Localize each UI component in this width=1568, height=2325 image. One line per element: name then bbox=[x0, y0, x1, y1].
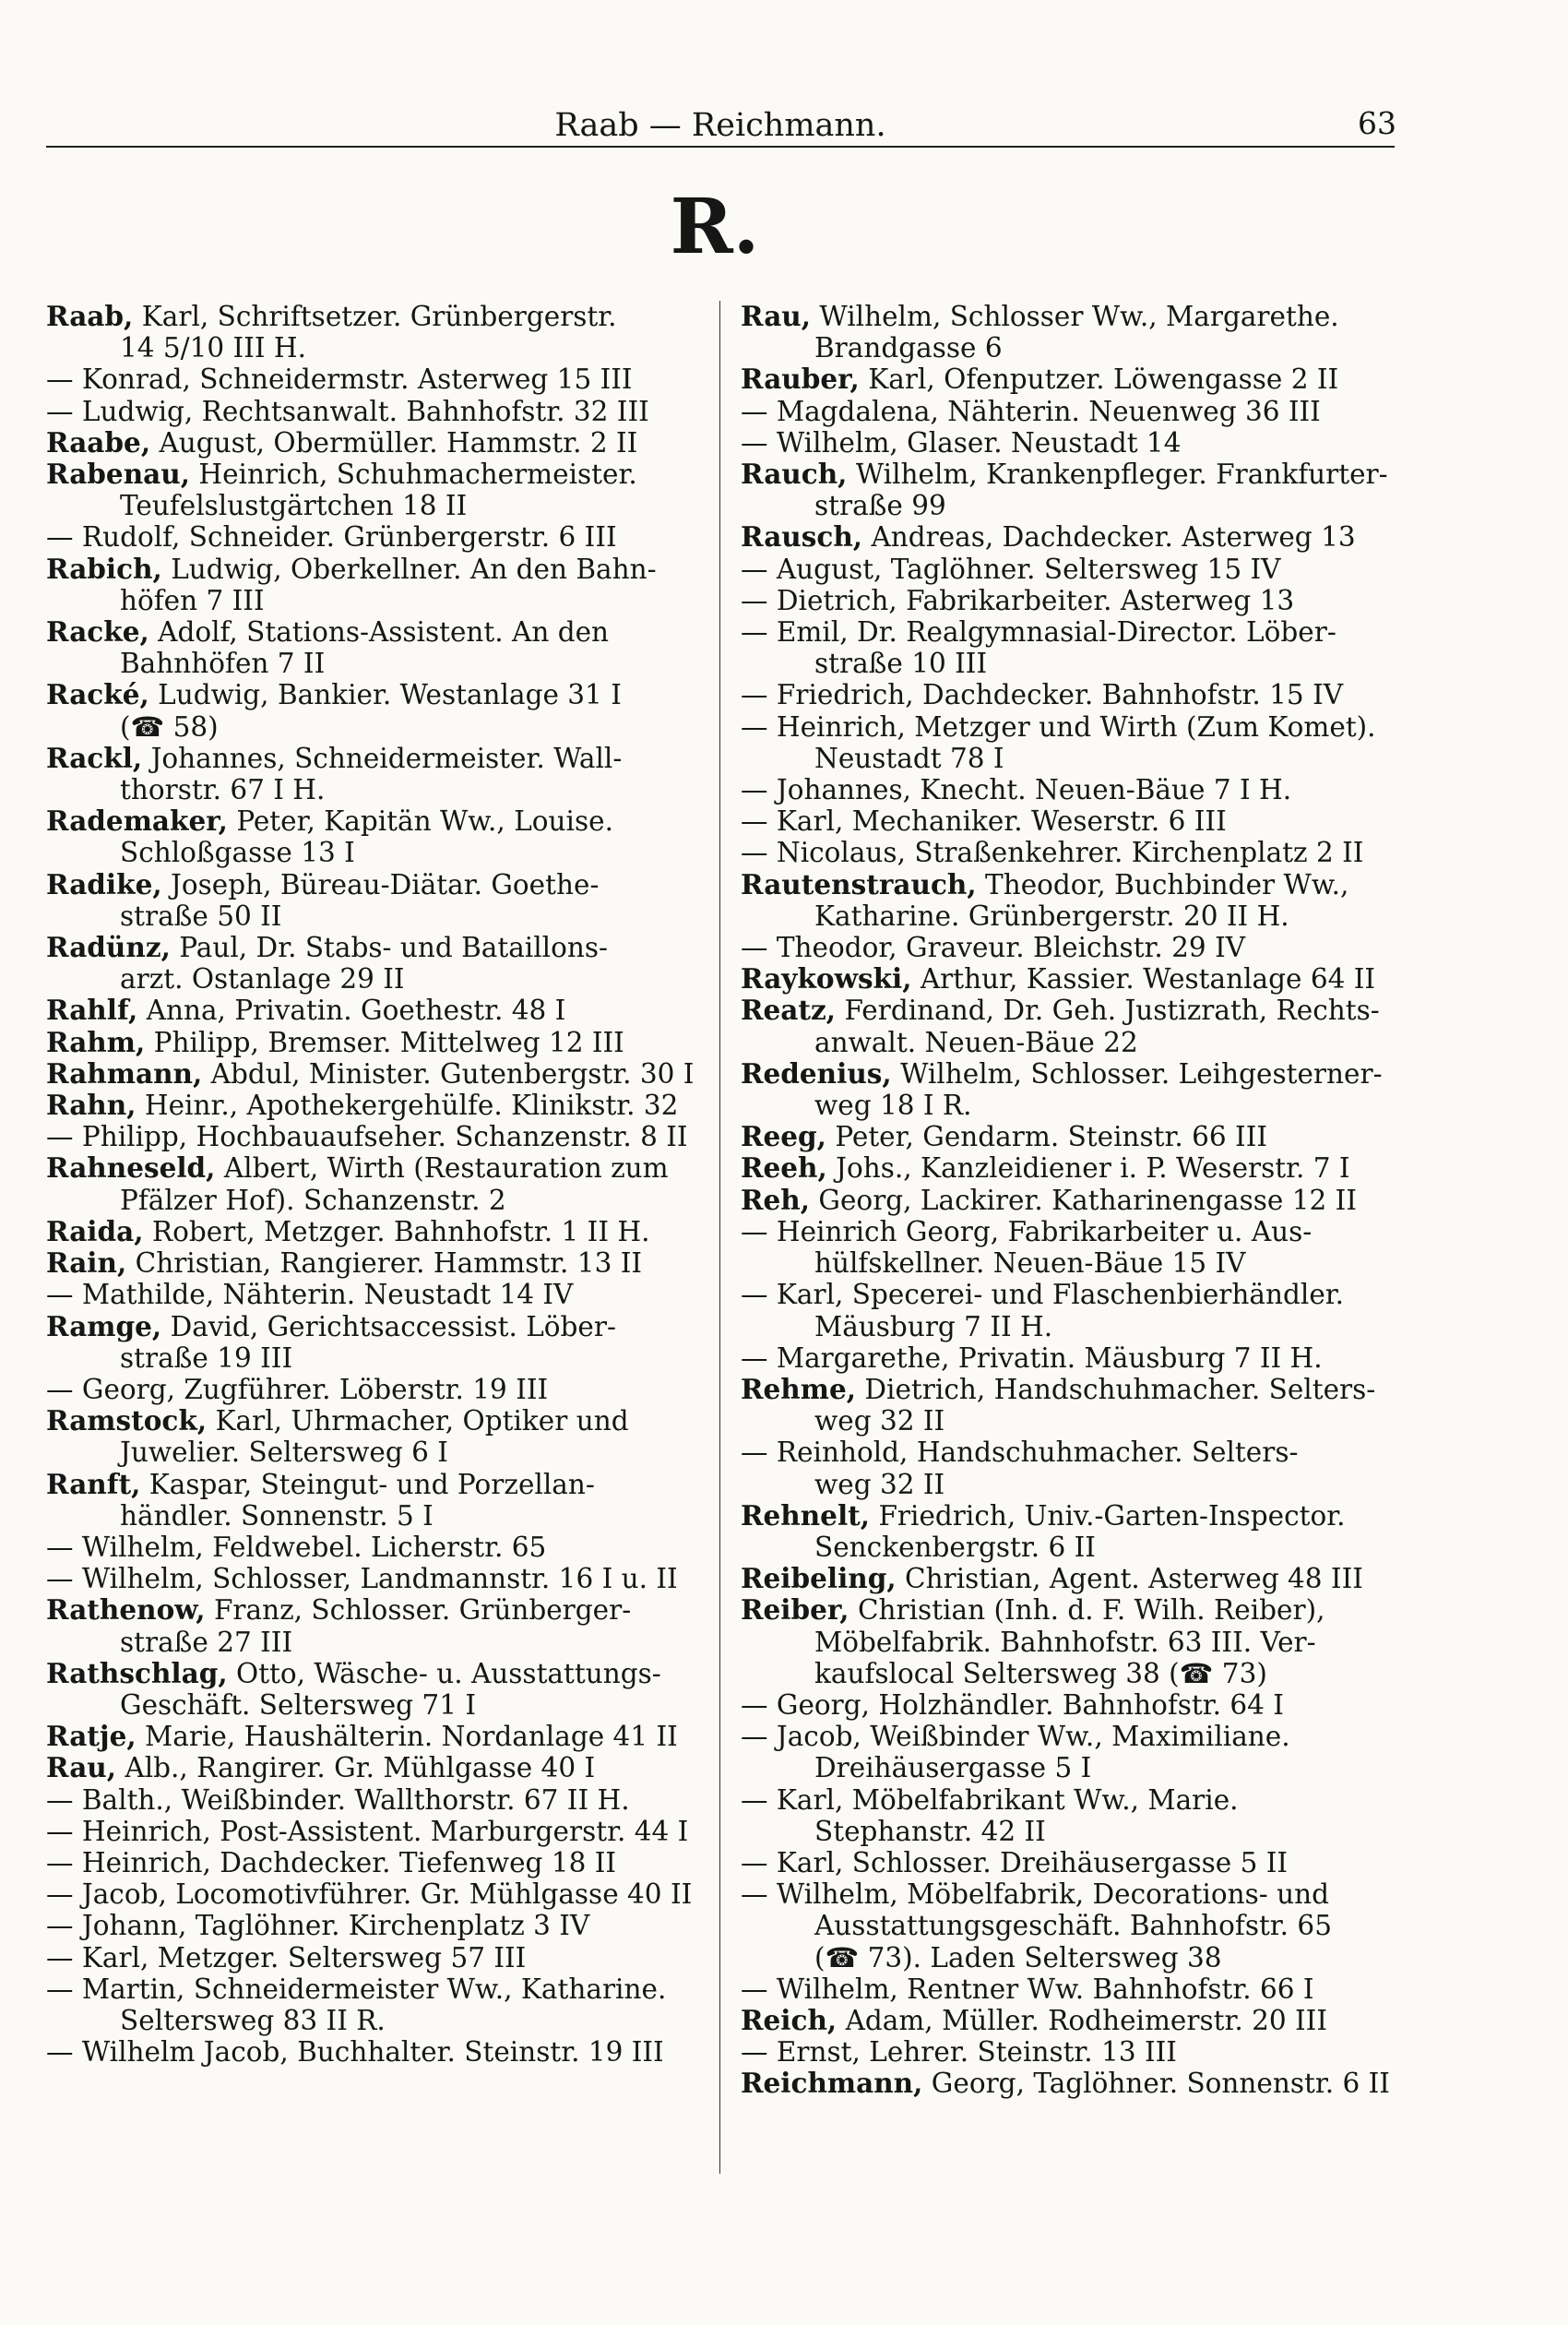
entry-text: — August, Taglöhner. Seltersweg 15 IV bbox=[741, 553, 1281, 585]
entry-text: Ferdinand, Dr. Geh. Justizrath, Rechts- bbox=[844, 995, 1380, 1027]
entry-text: — Balth., Weißbinder. Wallthorstr. 67 II H. bbox=[46, 1783, 630, 1816]
entry-text: Abdul, Minister. Gutenbergstr. 30 I bbox=[210, 1057, 695, 1090]
entry-continuation: Stephanstr. 42 II bbox=[814, 1815, 1046, 1847]
entry-continuation: höfen 7 III bbox=[120, 584, 265, 616]
directory-entry bbox=[46, 932, 708, 995]
directory-entry bbox=[741, 616, 1403, 679]
entry-surname: Rain, bbox=[46, 1246, 127, 1280]
directory-entry bbox=[741, 711, 1403, 774]
entry-text: — Wilhelm, Rentner Ww. Bahnhofstr. 66 I bbox=[741, 1973, 1314, 2005]
directory-entry bbox=[741, 1279, 1403, 1341]
directory-entry bbox=[741, 301, 1403, 364]
directory-entry bbox=[741, 774, 1403, 805]
entry-text: — Mathilde, Nähterin. Neustadt 14 IV bbox=[46, 1279, 574, 1311]
entry-text: — Emil, Dr. Realgymnasial-Director. Löber- bbox=[741, 616, 1336, 649]
directory-entry bbox=[741, 521, 1403, 553]
directory-entry bbox=[741, 805, 1403, 837]
directory-entry bbox=[46, 1721, 708, 1752]
entry-continuation: kaufslocal Seltersweg 38 (☎ 73) bbox=[814, 1657, 1267, 1689]
directory-entry bbox=[46, 1058, 708, 1090]
entry-text: — Martin, Schneidermeister Ww., Katharine. bbox=[46, 1973, 667, 2005]
entry-continuation: Katharine. Grünbergerstr. 20 II H. bbox=[814, 900, 1289, 932]
directory-entry bbox=[741, 1721, 1403, 1783]
entry-continuation: Mäusburg 7 II H. bbox=[814, 1310, 1053, 1342]
directory-entry bbox=[741, 2036, 1403, 2068]
directory-entry bbox=[46, 396, 708, 427]
entry-surname: Rehnelt, bbox=[741, 1498, 871, 1532]
entry-surname: Rahlf, bbox=[46, 994, 138, 1027]
entry-text: — Karl, Schlosser. Dreihäusergasse 5 II bbox=[741, 1846, 1289, 1878]
entry-text: Wilhelm, Schlosser. Leihgesterner- bbox=[900, 1057, 1383, 1090]
entry-text: Peter, Kapitän Ww., Louise. bbox=[236, 805, 613, 838]
entry-surname: Rau, bbox=[46, 1751, 117, 1784]
entry-text: — Wilhelm Jacob, Buchhalter. Steinstr. 19 III bbox=[46, 2036, 664, 2069]
entry-text: David, Gerichtsaccessist. Löber- bbox=[170, 1310, 616, 1342]
entry-continuation: Geschäft. Seltersweg 71 I bbox=[120, 1688, 476, 1721]
entry-surname: Reich, bbox=[741, 2003, 837, 2036]
entry-continuation: Seltersweg 83 II R. bbox=[120, 2004, 386, 2036]
entry-text: Ludwig, Oberkellner. An den Bahn- bbox=[171, 553, 657, 585]
entry-text: — Ludwig, Rechtsanwalt. Bahnhofstr. 32 III bbox=[46, 395, 649, 427]
directory-entry bbox=[46, 743, 708, 805]
entry-text: — Karl, Möbelfabrikant Ww., Marie. bbox=[741, 1783, 1239, 1816]
entry-text: — Dietrich, Fabrikarbeiter. Asterweg 13 bbox=[741, 584, 1295, 616]
entry-continuation: Pfälzer Hof). Schanzenstr. 2 bbox=[120, 1184, 506, 1216]
entry-continuation: Brandgasse 6 bbox=[814, 332, 1003, 364]
entry-text: Otto, Wäsche- u. Ausstattungs- bbox=[236, 1657, 661, 1689]
entry-continuation: straße 50 II bbox=[120, 900, 282, 932]
entry-continuation: thorstr. 67 I H. bbox=[120, 774, 326, 806]
entry-surname: Reibeling, bbox=[741, 1562, 897, 1595]
entry-text: Christian, Rangierer. Hammstr. 13 II bbox=[135, 1247, 643, 1280]
entry-surname: Rabich, bbox=[46, 552, 162, 585]
directory-entry bbox=[741, 1374, 1403, 1437]
entry-surname: Raab, bbox=[46, 300, 134, 332]
entry-surname: Raida, bbox=[46, 1214, 144, 1247]
directory-entry bbox=[46, 1405, 708, 1468]
column-divider bbox=[719, 301, 720, 2174]
entry-continuation: arzt. Ostanlage 29 II bbox=[120, 963, 405, 996]
entry-text: Heinrich, Schuhmachermeister. bbox=[198, 459, 637, 491]
entry-text: — Rudolf, Schneider. Grünbergerstr. 6 III bbox=[46, 521, 617, 554]
entry-text: Joseph, Büreau-Diätar. Goethe- bbox=[171, 868, 600, 900]
entry-text: — Karl, Metzger. Seltersweg 57 III bbox=[46, 1941, 527, 1973]
directory-entry bbox=[741, 932, 1403, 963]
entry-surname: Ramstock, bbox=[46, 1404, 208, 1437]
entry-text: — Wilhelm, Glaser. Neustadt 14 bbox=[741, 426, 1182, 459]
left-column bbox=[46, 301, 708, 2068]
entry-continuation: anwalt. Neuen-Bäue 22 bbox=[814, 1026, 1138, 1058]
directory-entry bbox=[46, 521, 708, 553]
entry-continuation: Juwelier. Seltersweg 6 I bbox=[120, 1437, 448, 1469]
entry-text: — Johannes, Knecht. Neuen-Bäue 7 I H. bbox=[741, 774, 1292, 806]
entry-continuation: Teufelslustgärtchen 18 II bbox=[120, 490, 468, 522]
directory-entry bbox=[741, 963, 1403, 995]
directory-entry bbox=[46, 1816, 708, 1847]
directory-entry bbox=[46, 301, 708, 364]
entry-text: — Reinhold, Handschuhmacher. Selters- bbox=[741, 1437, 1299, 1469]
directory-entry bbox=[46, 2036, 708, 2068]
entry-text: Andreas, Dachdecker. Asterweg 13 bbox=[871, 521, 1356, 554]
entry-surname: Reh, bbox=[741, 1183, 811, 1216]
directory-entry bbox=[741, 837, 1403, 868]
entry-continuation: 14 5/10 III H. bbox=[120, 332, 306, 364]
entry-text: — Jacob, Locomotivführer. Gr. Mühlgasse 40 II bbox=[46, 1878, 693, 1911]
entry-text: Adam, Müller. Rodheimerstr. 20 III bbox=[845, 2004, 1327, 2036]
directory-entry bbox=[741, 869, 1403, 932]
entry-surname: Rathschlag, bbox=[46, 1656, 228, 1689]
entry-text: Johannes, Schneidermeister. Wall- bbox=[150, 742, 623, 774]
directory-entry bbox=[46, 1594, 708, 1657]
directory-entry bbox=[46, 1090, 708, 1121]
directory-entry bbox=[741, 1563, 1403, 1594]
directory-entry bbox=[741, 459, 1403, 521]
directory-entry bbox=[46, 1973, 708, 2036]
entry-text: Georg, Lackirer. Katharinengasse 12 II bbox=[818, 1184, 1357, 1216]
directory-entry bbox=[46, 1878, 708, 1910]
entry-text: — Wilhelm, Feldwebel. Licherstr. 65 bbox=[46, 1531, 547, 1563]
entry-continuation: weg 18 I R. bbox=[814, 1090, 972, 1122]
entry-continuation: Senckenbergstr. 6 II bbox=[814, 1531, 1096, 1563]
directory-entry bbox=[46, 1532, 708, 1563]
directory-entry bbox=[46, 1216, 708, 1247]
entry-surname: Reatz, bbox=[741, 994, 837, 1027]
directory-entry bbox=[741, 1594, 1403, 1689]
directory-entry bbox=[46, 1374, 708, 1405]
entry-text: — Heinrich, Post-Assistent. Marburgerstr. 44 I bbox=[46, 1815, 689, 1847]
entry-text: — Karl, Specerei- und Flaschenbierhändler. bbox=[741, 1279, 1345, 1311]
directory-entry bbox=[741, 679, 1403, 710]
entry-text: Anna, Privatin. Goethestr. 48 I bbox=[146, 995, 566, 1027]
entry-text: Karl, Schriftsetzer. Grünbergerstr. bbox=[141, 301, 617, 332]
entry-surname: Reiber, bbox=[741, 1593, 849, 1627]
directory-entry bbox=[46, 1752, 708, 1783]
entry-continuation: weg 32 II bbox=[814, 1468, 945, 1500]
entry-text: — Magdalena, Nähterin. Neuenweg 36 III bbox=[741, 395, 1321, 427]
directory-entry bbox=[46, 1563, 708, 1594]
directory-entry bbox=[46, 995, 708, 1026]
entry-text: — Karl, Mechaniker. Weserstr. 6 III bbox=[741, 805, 1227, 838]
directory-entry bbox=[46, 1311, 708, 1374]
entry-surname: Rahneseld, bbox=[46, 1151, 216, 1185]
entry-continuation: straße 27 III bbox=[120, 1626, 293, 1658]
entry-surname: Radike, bbox=[46, 867, 162, 900]
entry-text: Wilhelm, Krankenpfleger. Frankfurter- bbox=[855, 459, 1388, 491]
entry-text: Karl, Ofenputzer. Löwengasse 2 II bbox=[868, 364, 1339, 396]
entry-text: — Heinrich, Metzger und Wirth (Zum Komet). bbox=[741, 710, 1376, 743]
entry-text: Georg, Taglöhner. Sonnenstr. 6 II bbox=[931, 2068, 1390, 2100]
entry-surname: Racke, bbox=[46, 615, 149, 649]
entry-surname: Reeh, bbox=[741, 1151, 827, 1185]
entry-continuation: Bahnhöfen 7 II bbox=[120, 648, 326, 680]
entry-text: — Georg, Holzhändler. Bahnhofstr. 64 I bbox=[741, 1688, 1284, 1721]
entry-text: Franz, Schlosser. Grünberger- bbox=[213, 1594, 632, 1627]
entry-text: Friedrich, Univ.-Garten-Inspector. bbox=[878, 1499, 1346, 1532]
directory-entry bbox=[741, 2005, 1403, 2036]
directory-entry bbox=[46, 616, 708, 679]
entry-text: — Heinrich Georg, Fabrikarbeiter u. Aus- bbox=[741, 1215, 1313, 1247]
entry-continuation: (☎ 58) bbox=[120, 710, 219, 743]
entry-text: — Jacob, Weißbinder Ww., Maximiliane. bbox=[741, 1721, 1290, 1753]
entry-continuation: Möbelfabrik. Bahnhofstr. 63 III. Ver- bbox=[814, 1626, 1316, 1658]
entry-surname: Redenius, bbox=[741, 1056, 892, 1090]
directory-entry bbox=[741, 2068, 1403, 2099]
directory-entry bbox=[46, 1121, 708, 1152]
entry-continuation: straße 99 bbox=[814, 490, 946, 522]
entry-text: Karl, Uhrmacher, Optiker und bbox=[215, 1405, 629, 1437]
entry-text: Robert, Metzger. Bahnhofstr. 1 II H. bbox=[151, 1215, 650, 1247]
section-letter: R. bbox=[670, 183, 760, 271]
entry-continuation: Schloßgasse 13 I bbox=[120, 837, 355, 869]
entry-continuation: straße 10 III bbox=[814, 648, 988, 680]
entry-surname: Rautenstrauch, bbox=[741, 867, 977, 900]
directory-entry bbox=[46, 805, 708, 868]
entry-continuation: (☎ 73). Laden Seltersweg 38 bbox=[814, 1941, 1222, 1973]
directory-entry bbox=[741, 554, 1403, 585]
entry-text: — Nicolaus, Straßenkehrer. Kirchenplatz 2 II bbox=[741, 837, 1364, 869]
directory-entry bbox=[741, 1784, 1403, 1847]
directory-entry bbox=[741, 1058, 1403, 1121]
directory-entry bbox=[741, 1342, 1403, 1374]
right-column bbox=[741, 301, 1403, 2100]
entry-surname: Radünz, bbox=[46, 931, 171, 964]
entry-continuation: straße 19 III bbox=[120, 1341, 293, 1374]
entry-text: — Johann, Taglöhner. Kirchenplatz 3 IV bbox=[46, 1910, 590, 1942]
directory-entry bbox=[46, 1658, 708, 1721]
entry-surname: Rathenow, bbox=[46, 1593, 206, 1627]
directory-entry bbox=[741, 1437, 1403, 1499]
entry-text: Wilhelm, Schlosser Ww., Margarethe. bbox=[819, 301, 1339, 332]
entry-surname: Reeg, bbox=[741, 1120, 826, 1153]
entry-text: Christian, Agent. Asterweg 48 III bbox=[905, 1563, 1363, 1595]
entry-text: Kaspar, Steingut- und Porzellan- bbox=[148, 1468, 595, 1500]
running-head bbox=[46, 103, 1395, 148]
entry-text: Dietrich, Handschuhmacher. Selters- bbox=[864, 1373, 1376, 1405]
entry-text: Albert, Wirth (Restauration zum bbox=[223, 1152, 669, 1185]
entry-surname: Ramge, bbox=[46, 1309, 162, 1342]
entry-surname: Rau, bbox=[741, 300, 812, 332]
entry-text: Heinr., Apothekergehülfe. Klinikstr. 32 bbox=[144, 1090, 679, 1122]
directory-entry bbox=[741, 427, 1403, 459]
entry-surname: Ranft, bbox=[46, 1467, 141, 1500]
entry-surname: Raabe, bbox=[46, 425, 151, 459]
entry-surname: Rauch, bbox=[741, 458, 848, 491]
entry-surname: Rahmann, bbox=[46, 1056, 203, 1090]
entry-text: — Friedrich, Dachdecker. Bahnhofstr. 15 IV bbox=[741, 679, 1344, 711]
directory-entry bbox=[741, 1152, 1403, 1184]
page-number: 63 bbox=[1358, 105, 1396, 141]
entry-text: Arthur, Kassier. Westanlage 64 II bbox=[920, 963, 1376, 996]
entry-text: — Ernst, Lehrer. Steinstr. 13 III bbox=[741, 2036, 1177, 2069]
directory-entry bbox=[46, 1784, 708, 1816]
entry-surname: Rackl, bbox=[46, 741, 143, 774]
entry-text: Paul, Dr. Stabs- und Bataillons- bbox=[179, 932, 608, 964]
entry-text: — Philipp, Hochbauaufseher. Schanzenstr. 8 II bbox=[46, 1121, 688, 1153]
directory-entry bbox=[741, 364, 1403, 395]
entry-text: — Georg, Zugführer. Löberstr. 19 III bbox=[46, 1373, 549, 1405]
entry-surname: Rausch, bbox=[741, 520, 863, 554]
directory-entry bbox=[46, 427, 708, 459]
directory-entry bbox=[46, 1027, 708, 1058]
directory-entry bbox=[741, 1216, 1403, 1279]
entry-continuation: hülfskellner. Neuen-Bäue 15 IV bbox=[814, 1247, 1246, 1280]
directory-entry bbox=[46, 364, 708, 395]
entry-surname: Rauber, bbox=[741, 363, 860, 396]
directory-entry bbox=[741, 1847, 1403, 1878]
directory-entry bbox=[46, 1247, 708, 1279]
entry-surname: Rahm, bbox=[46, 1025, 146, 1058]
entry-continuation: Ausstattungsgeschäft. Bahnhofstr. 65 bbox=[814, 1910, 1332, 1942]
entry-text: Theodor, Buchbinder Ww., bbox=[985, 868, 1349, 900]
entry-text: Marie, Haushälterin. Nordanlage 41 II bbox=[145, 1721, 678, 1753]
entry-surname: Rademaker, bbox=[46, 805, 228, 838]
entry-text: Philipp, Bremser. Mittelweg 12 III bbox=[153, 1026, 624, 1058]
entry-text: Ludwig, Bankier. Westanlage 31 I bbox=[158, 679, 622, 711]
directory-entry bbox=[46, 1279, 708, 1310]
directory-entry bbox=[741, 1973, 1403, 2005]
running-title: Raab — Reichmann. bbox=[554, 107, 886, 144]
entry-continuation: Neustadt 78 I bbox=[814, 742, 1004, 774]
entry-surname: Ratje, bbox=[46, 1720, 137, 1753]
entry-text: Christian (Inh. d. F. Wilh. Reiber), bbox=[857, 1594, 1325, 1627]
entry-text: August, Obermüller. Hammstr. 2 II bbox=[159, 426, 638, 459]
entry-text: — Konrad, Schneidermstr. Asterweg 15 III bbox=[46, 364, 633, 396]
entry-continuation: händler. Sonnenstr. 5 I bbox=[120, 1499, 434, 1532]
entry-text: Peter, Gendarm. Steinstr. 66 III bbox=[835, 1121, 1268, 1153]
directory-entry bbox=[46, 1942, 708, 1973]
directory-entry bbox=[741, 1878, 1403, 1973]
entry-surname: Rehme, bbox=[741, 1372, 856, 1405]
entry-text: — Margarethe, Privatin. Mäusburg 7 II H. bbox=[741, 1341, 1323, 1374]
entry-text: — Theodor, Graveur. Bleichstr. 29 IV bbox=[741, 932, 1246, 964]
directory-entry bbox=[46, 679, 708, 742]
entry-continuation: weg 32 II bbox=[814, 1405, 945, 1437]
directory-entry bbox=[46, 459, 708, 521]
entry-continuation: Dreihäusergasse 5 I bbox=[814, 1752, 1092, 1784]
entry-surname: Reichmann, bbox=[741, 2067, 923, 2100]
entry-text: Johs., Kanzleidiener i. P. Weserstr. 7 I bbox=[836, 1152, 1350, 1185]
entry-surname: Rabenau, bbox=[46, 458, 190, 491]
entry-text: Alb., Rangirer. Gr. Mühlgasse 40 I bbox=[125, 1752, 596, 1784]
directory-entry bbox=[741, 995, 1403, 1057]
directory-entry bbox=[741, 585, 1403, 616]
entry-text: — Wilhelm, Schlosser, Landmannstr. 16 I u. II bbox=[46, 1563, 678, 1595]
entry-surname: Rahn, bbox=[46, 1089, 137, 1122]
entry-surname: Raykowski, bbox=[741, 962, 912, 996]
directory-entry bbox=[741, 1500, 1403, 1563]
entry-text: Adolf, Stations-Assistent. An den bbox=[158, 616, 610, 649]
directory-entry bbox=[46, 1152, 708, 1215]
directory-entry bbox=[46, 869, 708, 932]
directory-entry bbox=[741, 1185, 1403, 1216]
entry-surname: Racké, bbox=[46, 678, 149, 711]
directory-entry bbox=[741, 1689, 1403, 1721]
entry-text: — Wilhelm, Möbelfabrik, Decorations- und bbox=[741, 1878, 1329, 1911]
entry-text: — Heinrich, Dachdecker. Tiefenweg 18 II bbox=[46, 1846, 617, 1878]
directory-entry bbox=[46, 1847, 708, 1878]
directory-entry bbox=[741, 1121, 1403, 1152]
directory-entry bbox=[46, 554, 708, 616]
directory-entry bbox=[46, 1910, 708, 1941]
directory-entry bbox=[46, 1469, 708, 1532]
directory-entry bbox=[741, 396, 1403, 427]
